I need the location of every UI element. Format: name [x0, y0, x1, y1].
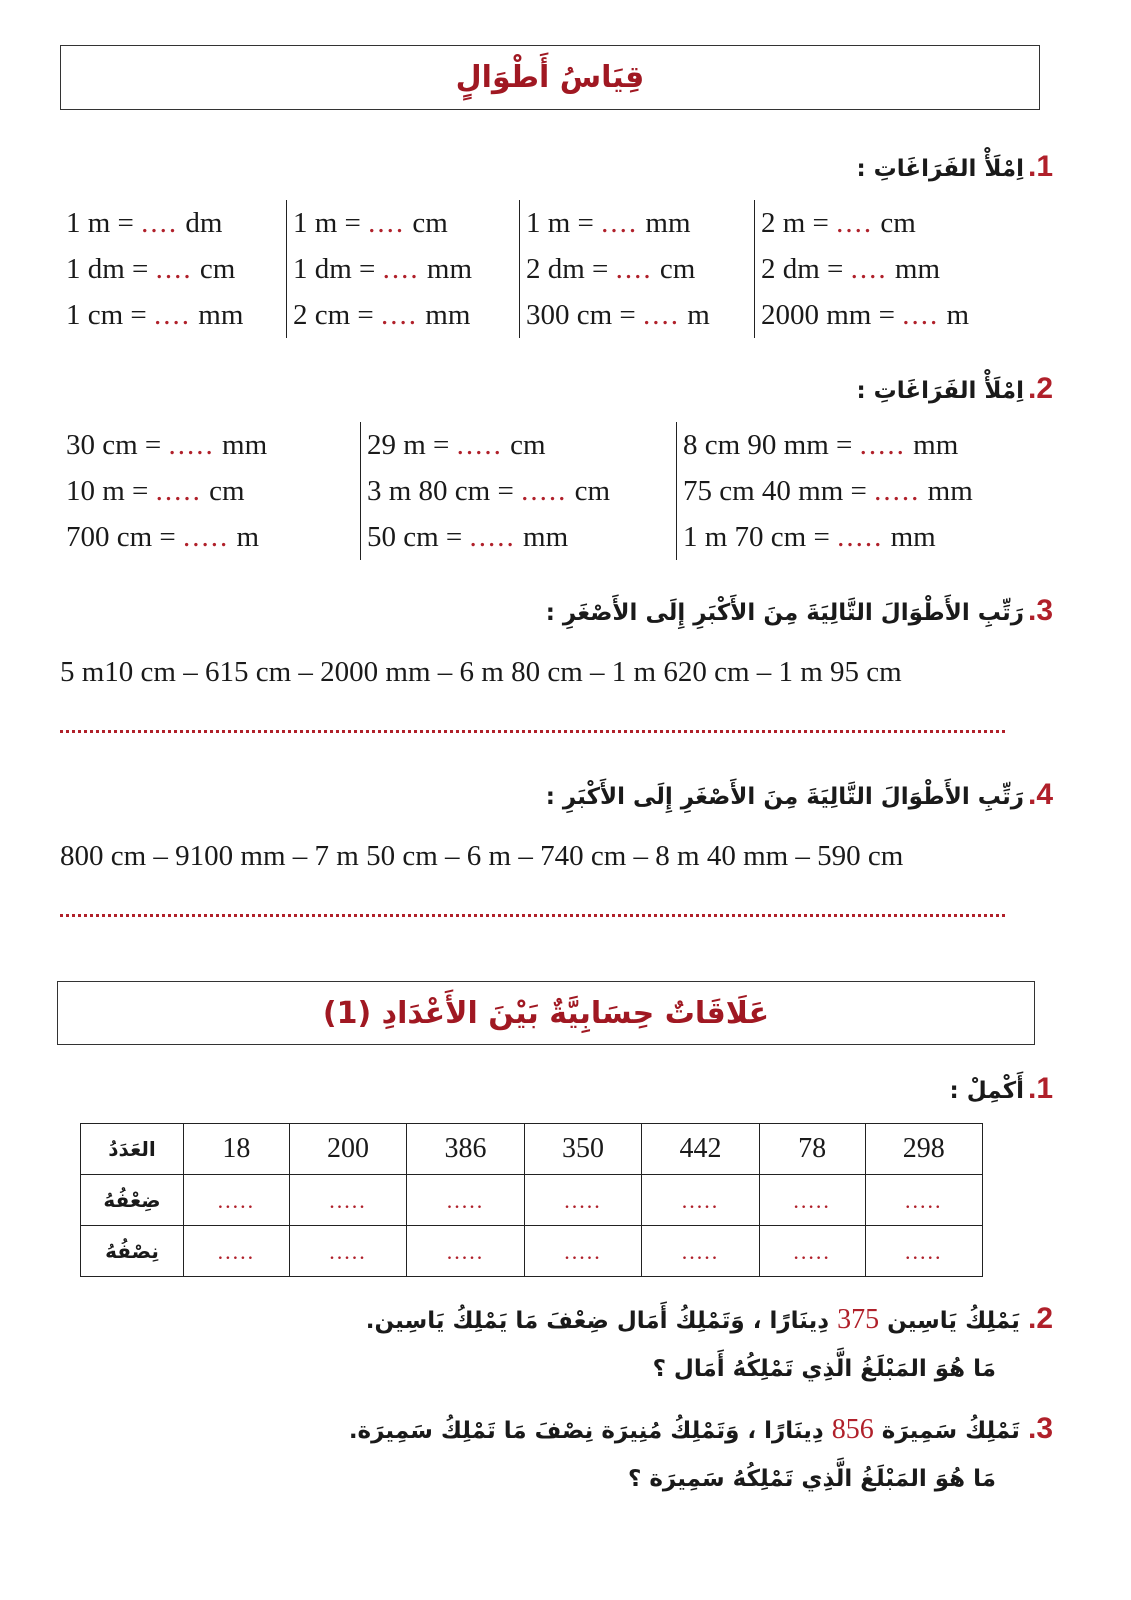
blank: .....: [905, 1188, 943, 1213]
table-row: [81, 1124, 983, 1175]
equation: 1 m = .... dm: [66, 207, 223, 239]
blank[interactable]: ....: [601, 207, 639, 239]
s1-q2-text: اِمْلَأْ الفَرَاغَاتِ :: [856, 378, 1024, 404]
section2-title-box: [57, 981, 1035, 1045]
answer-dotted-line[interactable]: [60, 912, 1005, 917]
equation: 1 cm = .... mm: [66, 299, 244, 331]
blank[interactable]: .....: [183, 521, 230, 553]
answer-dotted-line[interactable]: [60, 728, 1005, 733]
s2-q3-text-a: تَمْلِكُ سَمِيرَة: [881, 1418, 1020, 1444]
s1-q4-text: رَتِّبِ الأَطْوَالَ التَّالِيَةَ مِنَ الأَصْغَرِ إِلَى الأَكْبَرِ :: [545, 784, 1024, 810]
s2-q1-text: أَكْمِلْ :: [949, 1078, 1024, 1104]
s1-q3-heading: [546, 594, 1053, 628]
table-cell: 350: [524, 1124, 642, 1175]
s1-q3-number: 3 .: [1028, 594, 1053, 628]
equation: 300 cm = .... m: [526, 299, 710, 331]
s1-q1-heading: [856, 150, 1053, 184]
s2-q2-line1: [366, 1302, 1053, 1336]
equation: 700 cm = ..... m: [66, 521, 260, 553]
blank: .....: [905, 1239, 943, 1264]
answer-cell[interactable]: [759, 1226, 865, 1277]
s1-q4-series: 800 cm – 9100 mm – 7 m 50 cm – 6 m – 740 cm – 8 m 40 mm – 590 cm: [60, 840, 904, 872]
s2-q2-amount: 375: [837, 1304, 880, 1335]
blank[interactable]: .....: [874, 475, 921, 507]
s1-q4-heading: [546, 778, 1053, 812]
blank[interactable]: ....: [643, 299, 681, 331]
blank[interactable]: ....: [155, 253, 193, 285]
answer-cell[interactable]: [865, 1175, 983, 1226]
blank[interactable]: ....: [850, 253, 888, 285]
blank: .....: [564, 1239, 602, 1264]
table-row: [81, 1175, 983, 1226]
s2-q3-number: 3 .: [1028, 1412, 1053, 1445]
blank: .....: [217, 1239, 256, 1264]
blank[interactable]: .....: [837, 521, 884, 553]
blank[interactable]: ....: [615, 253, 653, 285]
s1-q1-col: [60, 200, 286, 338]
equation: 50 cm = ..... mm: [367, 521, 569, 553]
blank: .....: [564, 1188, 602, 1213]
answer-cell[interactable]: [865, 1226, 983, 1277]
blank[interactable]: ....: [368, 207, 406, 239]
equation: 2 dm = .... mm: [761, 253, 941, 285]
equation: 29 m = ..... cm: [367, 429, 546, 461]
section1-title-box: [60, 45, 1040, 110]
equation: 1 m 70 cm = ..... mm: [683, 521, 936, 553]
answer-cell[interactable]: [524, 1226, 642, 1277]
s1-q1-col: [286, 200, 519, 338]
s1-q1-col: [519, 200, 754, 338]
equation: 1 m = .... cm: [293, 207, 448, 239]
answer-cell[interactable]: [759, 1175, 865, 1226]
equation: 8 cm 90 mm = ..... mm: [683, 429, 959, 461]
answer-cell[interactable]: [642, 1226, 760, 1277]
equation: 2000 mm = .... m: [761, 299, 970, 331]
equation: 1 m = .... mm: [526, 207, 691, 239]
s1-q1-text: اِمْلَأْ الفَرَاغَاتِ :: [856, 156, 1024, 182]
blank: .....: [793, 1188, 831, 1213]
equation: 10 m = ..... cm: [66, 475, 245, 507]
answer-cell[interactable]: [184, 1226, 290, 1277]
blank[interactable]: ....: [141, 207, 179, 239]
s2-q3-amount: 856: [831, 1414, 874, 1445]
answer-cell[interactable]: [642, 1175, 760, 1226]
table-cell: 298: [865, 1124, 983, 1175]
section1-title: قِيَاسُ أَطْوَالٍ: [455, 60, 645, 95]
blank: .....: [446, 1188, 485, 1213]
equation: 1 dm = .... mm: [293, 253, 473, 285]
answer-cell[interactable]: [184, 1175, 290, 1226]
answer-cell[interactable]: [289, 1226, 407, 1277]
row-label-double: ضِعْفُهُ: [81, 1175, 184, 1226]
s1-q1-number: 1 .: [1028, 150, 1053, 184]
s1-q2-col: [360, 422, 676, 560]
s2-q3-text-b: دِينَارًا ، وَتَمْلِكُ مُنِيرَة نِصْفَ مَا تَمْلِكُ سَمِيرَة.: [348, 1418, 824, 1444]
blank[interactable]: ....: [154, 299, 192, 331]
blank[interactable]: .....: [859, 429, 906, 461]
s2-q2-text-b: دِينَارًا ، وَتَمْلِكُ أَمَال ضِعْفَ مَا يَمْلِكُ يَاسِين.: [365, 1308, 830, 1334]
blank: .....: [217, 1188, 256, 1213]
s1-q4-number: 4 .: [1028, 778, 1053, 812]
answer-cell[interactable]: [289, 1175, 407, 1226]
table-cell: 78: [759, 1124, 865, 1175]
blank: .....: [329, 1188, 367, 1213]
blank[interactable]: ....: [382, 253, 420, 285]
equation: 2 m = .... cm: [761, 207, 916, 239]
section2-title: عَلَاقَاتٌ حِسَابِيَّةٌ بَيْنَ الأَعْدَادِ (1): [322, 995, 770, 1031]
blank[interactable]: .....: [456, 429, 503, 461]
s1-q2-heading: [856, 372, 1053, 406]
s1-q1-grid: [60, 200, 1002, 338]
blank[interactable]: .....: [168, 429, 215, 461]
s1-q2-col: [60, 422, 360, 560]
blank[interactable]: ....: [836, 207, 874, 239]
s2-q3-line1: [349, 1412, 1053, 1446]
s1-q2-grid: [60, 422, 1019, 560]
blank[interactable]: ....: [902, 299, 940, 331]
blank: .....: [329, 1239, 367, 1264]
answer-cell[interactable]: [407, 1175, 525, 1226]
blank[interactable]: .....: [155, 475, 202, 507]
blank: .....: [681, 1188, 720, 1213]
s1-q3-text: رَتِّبِ الأَطْوَالَ التَّالِيَةَ مِنَ الأَكْبَرِ إِلَى الأَصْغَرِ :: [545, 600, 1024, 626]
equation: 3 m 80 cm = ..... cm: [367, 475, 611, 507]
blank: .....: [446, 1239, 485, 1264]
answer-cell[interactable]: [524, 1175, 642, 1226]
s1-q2-number: 2 .: [1028, 372, 1053, 406]
s1-q1-col: [754, 200, 1002, 338]
table-cell: 442: [642, 1124, 760, 1175]
equation: 75 cm 40 mm = ..... mm: [683, 475, 973, 507]
table-cell: 18: [184, 1124, 290, 1175]
row-label-number: العَدَدُ: [81, 1124, 184, 1175]
s2-q3-line2: مَا هُوَ المَبْلَغُ الَّذِي تَمْلِكُهُ سَمِيرَة ؟: [627, 1466, 996, 1492]
numbers-table: [80, 1123, 983, 1277]
equation: 2 dm = .... cm: [526, 253, 696, 285]
s2-q2-line2: مَا هُوَ المَبْلَغُ الَّذِي تَمْلِكُهُ أَمَال ؟: [652, 1356, 996, 1382]
blank[interactable]: .....: [469, 521, 516, 553]
equation: 30 cm = ..... mm: [66, 429, 268, 461]
row-label-half: نِصْفُهُ: [81, 1226, 184, 1277]
blank[interactable]: ....: [381, 299, 419, 331]
table-cell: 200: [289, 1124, 407, 1175]
blank[interactable]: .....: [521, 475, 568, 507]
s1-q3-series: 5 m10 cm – 615 cm – 2000 mm – 6 m 80 cm – 1 m 620 cm – 1 m 95 cm: [60, 656, 902, 688]
s1-q2-col: [676, 422, 1019, 560]
blank: .....: [793, 1239, 831, 1264]
s2-q1-heading: [950, 1072, 1053, 1106]
s2-q2-text-a: يَمْلِكُ يَاسِين: [887, 1308, 1020, 1334]
equation: 1 dm = .... cm: [66, 253, 236, 285]
s2-q1-number: 1 .: [1028, 1072, 1053, 1106]
table-row: [81, 1226, 983, 1277]
s2-q2-number: 2 .: [1028, 1302, 1053, 1335]
equation: 2 cm = .... mm: [293, 299, 471, 331]
blank: .....: [681, 1239, 720, 1264]
table-cell: 386: [407, 1124, 525, 1175]
answer-cell[interactable]: [407, 1226, 525, 1277]
